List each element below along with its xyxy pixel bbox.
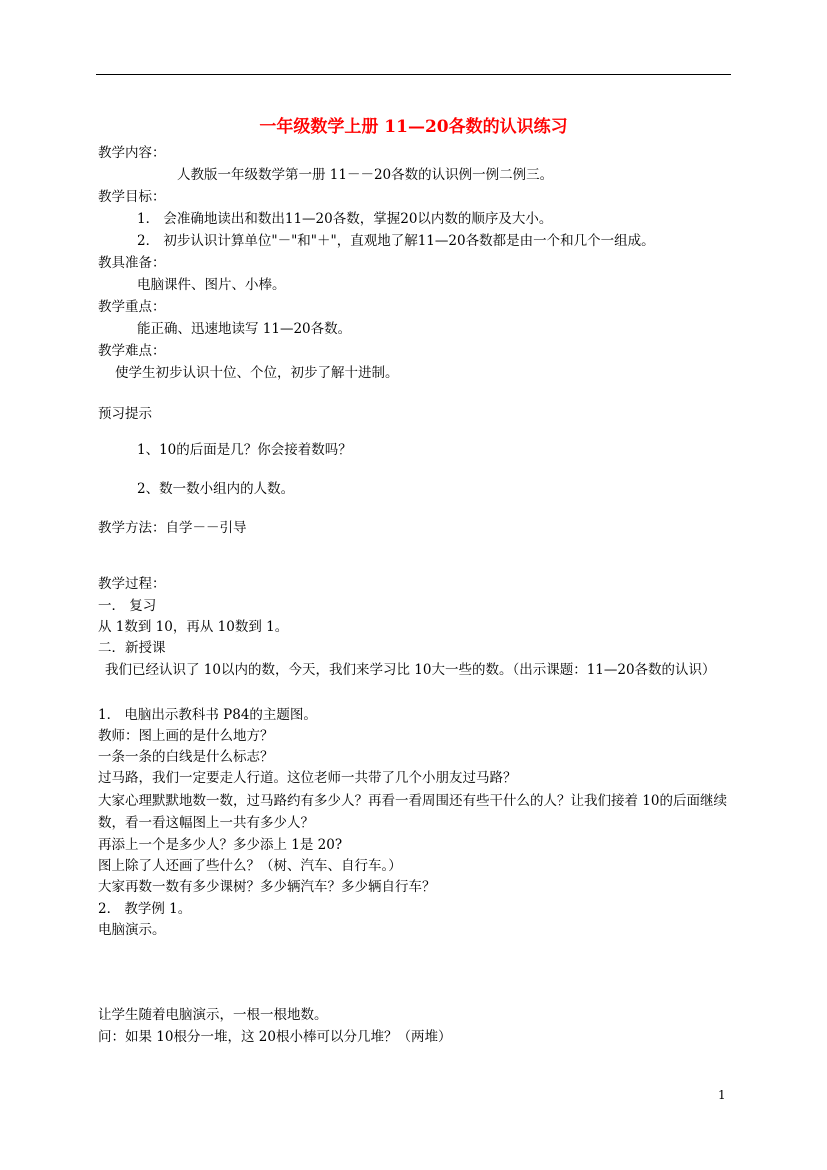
step-review: 一． 复习 [98,598,157,614]
lesson-item-2: 2． 教学例 1。 [98,901,192,917]
question-add-one: 再添上一个是多少人？多少添上 1是 20? [98,837,343,853]
preview-item-2: 2、数一数小组内的人数。 [137,481,295,497]
question-count-people: 大家心理默默地数一数，过马路约有多少人？再看一看周围还有些干什么的人？让我们接着 10的后面继续数，看一看这幅图上一共有多少人？ [98,793,727,831]
page-number: 1 [718,1088,726,1102]
difficulties-text: 使学生初步认识十位、个位，初步了解十进制。 [115,365,399,381]
key-points-text: 能正确、迅速地读写 11—20各数。 [137,321,352,337]
teaching-method: 教学方法：自学－－引导 [98,520,247,536]
goal-item-2: 2． 初步认识计算单位"－"和"＋"，直观地了解11—20各数都是由一个和几个一组成。 [137,233,655,249]
heading-preview: 预习提示 [98,406,152,422]
question-white-lines: 一条一条的白线是什么标志？ [98,749,274,765]
lesson-item-1: 1． 电脑出示教科书 P84的主题图。 [98,707,317,723]
heading-materials: 教具准备： [98,255,166,271]
heading-difficulties: 教学难点： [98,343,166,359]
heading-key-points: 教学重点： [98,299,166,315]
review-text: 从 1数到 10，再从 10数到 1。 [98,619,289,635]
document-title: 一年级数学上册 11—20各数的认识练习 [259,117,568,137]
goal-item-1: 1． 会准确地读出和数出11—20各数，掌握20以内数的顺序及大小。 [137,211,553,227]
step-new-lesson: 二．新授课 [98,640,166,656]
new-lesson-intro: 我们已经认识了 10以内的数，今天，我们来学习比 10大一些的数。（出示课题：11—20各数的认识） [105,662,716,678]
heading-goals: 教学目标： [98,189,166,205]
heading-content: 教学内容： [98,145,166,161]
question-other-things: 图上除了人还画了些什么？（树、汽车、自行车。） [98,858,402,874]
heading-process: 教学过程： [98,576,166,592]
materials-text: 电脑课件、图片、小棒。 [137,277,286,293]
question-bundles: 问：如果 10根分一堆，这 20根小棒可以分几堆？（两堆） [98,1029,452,1045]
question-crossing: 过马路，我们一定要走人行道。这位老师一共带了几个小朋友过马路？ [98,770,517,786]
count-sticks-text: 让学生随着电脑演示，一根一根地数。 [98,1007,328,1023]
preview-item-1: 1、10的后面是几？你会接着数吗？ [137,442,352,458]
content-text: 人教版一年级数学第一册 11－－20各数的认识例一例二例三。 [177,167,554,183]
question-count-objects: 大家再数一数有多少课树？多少辆汽车？多少辆自行车？ [98,879,436,895]
computer-demo: 电脑演示。 [98,922,166,938]
teacher-question: 教师：图上画的是什么地方？ [98,728,274,744]
header-rule [96,74,731,75]
